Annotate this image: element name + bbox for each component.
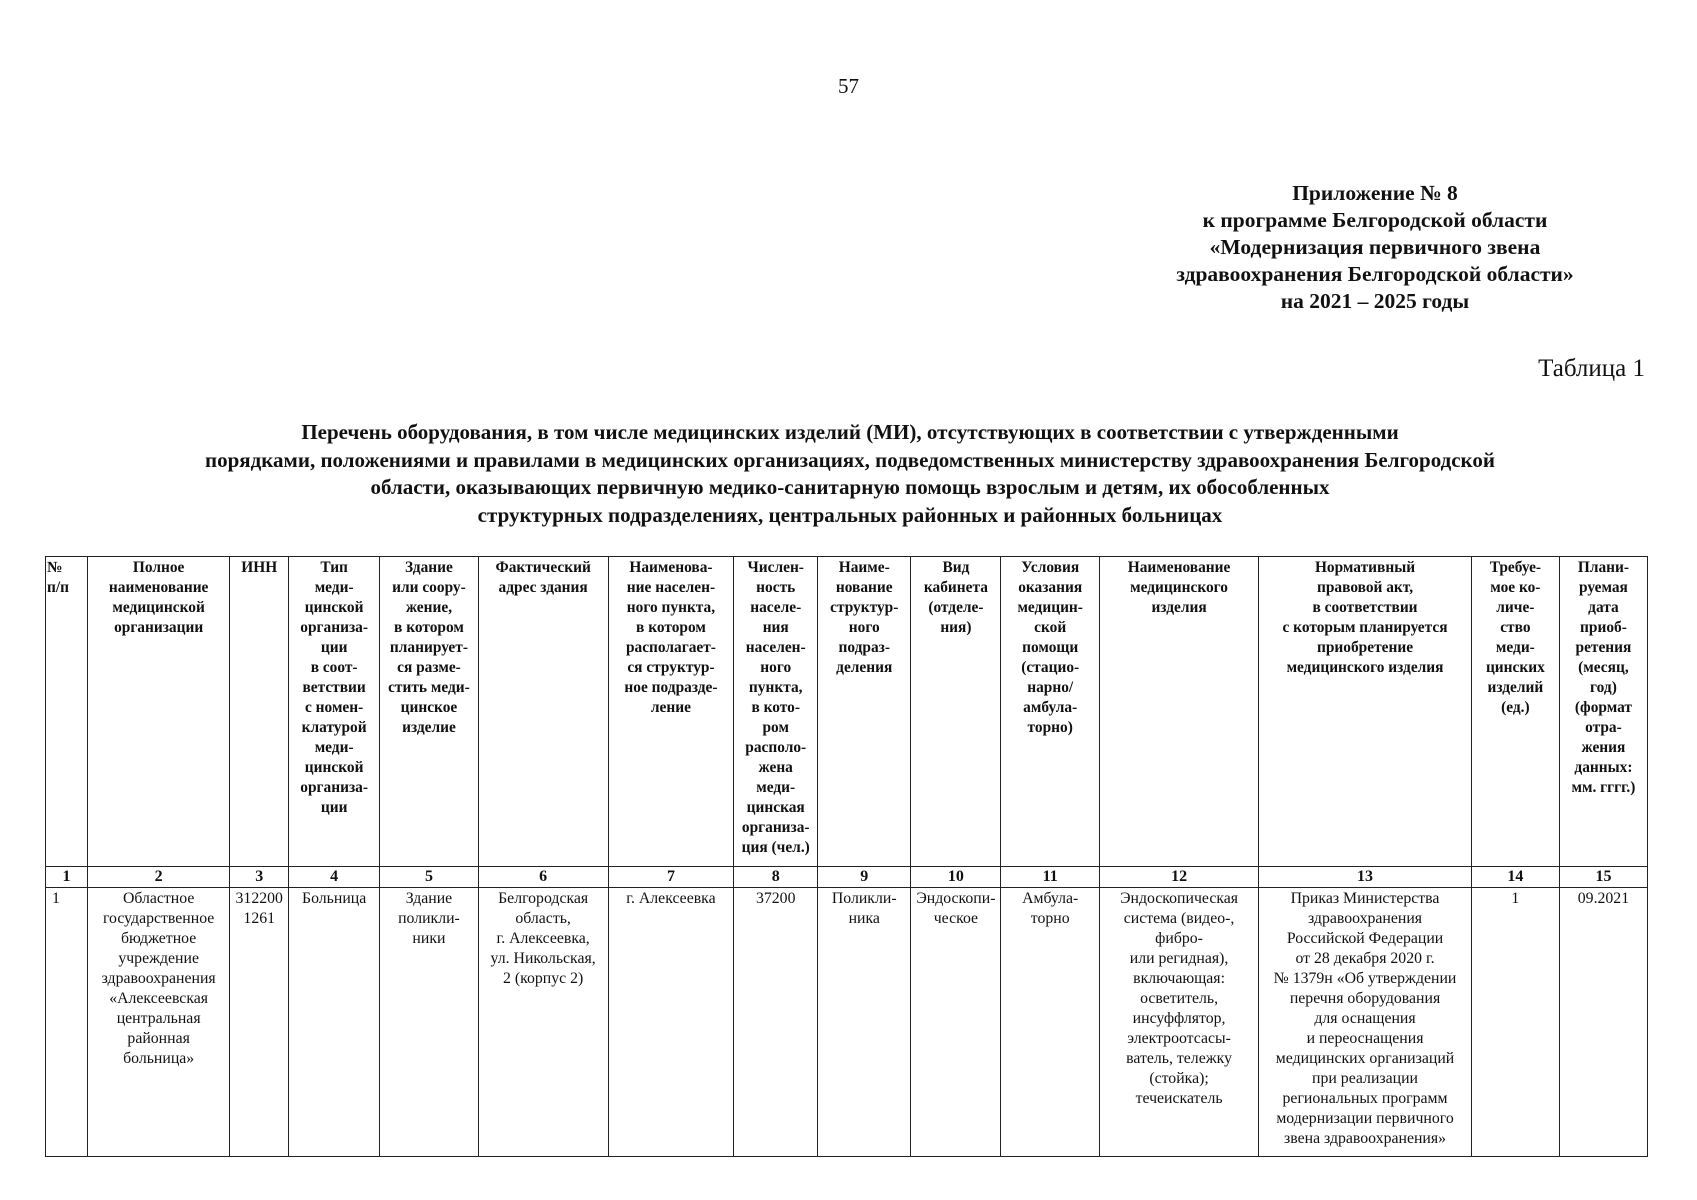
- table-cell: 09.2021: [1559, 888, 1647, 1157]
- header-cell: № п/п: [46, 557, 88, 867]
- column-number: 8: [734, 867, 818, 888]
- column-number: 12: [1099, 867, 1258, 888]
- column-number: 13: [1259, 867, 1472, 888]
- table-cell: Поликли- ника: [818, 888, 911, 1157]
- header-cell: Здание или соору- жение, в котором планирует- ся разме- стить меди- цинское изделие: [380, 557, 478, 867]
- table-cell: 37200: [734, 888, 818, 1157]
- column-number: 9: [818, 867, 911, 888]
- column-number: 6: [478, 867, 608, 888]
- header-cell: Тип меди- цинской организа- ции в соот- ветствии с номен- клатурой меди- цинской организа- ции: [289, 557, 380, 867]
- header-cell: Требуе- мое ко- личе- ство меди- цинских изделий (ед.): [1471, 557, 1559, 867]
- page-number: 57: [838, 74, 859, 98]
- column-number: 10: [911, 867, 1001, 888]
- appendix-line: здравоохранения Белгородской области»: [1176, 262, 1574, 286]
- table-cell: г. Алексеевка: [608, 888, 734, 1157]
- table-cell: Эндоскопи- ческое: [911, 888, 1001, 1157]
- column-number: 7: [608, 867, 734, 888]
- table-cell: Белгородская область, г. Алексеевка, ул. Никольская, 2 (корпус 2): [478, 888, 608, 1157]
- header-cell: Полное наименование медицинской организации: [87, 557, 229, 867]
- document-title: [60, 419, 1640, 529]
- table-row: [46, 888, 1648, 1157]
- table-cell: Приказ Министерства здравоохранения Российской Федерации от 28 декабря 2020 г. № 1379н «Об утверждении перечня оборудования для оснащения и переоснащения медицинских организаций при реализации региональных программ модернизации первичного звена здравоохранения»: [1259, 888, 1472, 1157]
- column-number: 15: [1559, 867, 1647, 888]
- header-cell: Наименова- ние населен- ного пункта, в котором располагает- ся структур- ное подразде- ление: [608, 557, 734, 867]
- table-cell: 1: [46, 888, 88, 1157]
- header-cell: Нормативный правовой акт, в соответствии с которым планируется приобретение медицинского изделия: [1259, 557, 1472, 867]
- title-line: структурных подразделениях, центральных районных и районных больницах: [477, 502, 1223, 527]
- appendix-line: к программе Белгородской области: [1202, 208, 1548, 232]
- title-line: области, оказывающих первичную медико-санитарную помощь взрослым и детям, их обособленных: [370, 475, 1330, 499]
- title-line: Перечень оборудования, в том числе медицинских изделий (МИ), отсутствующих в соответствии с утвержденными: [301, 420, 1399, 444]
- table-cell: 312200 1261: [230, 888, 289, 1157]
- table-cell: Областное государственное бюджетное учреждение здравоохранения «Алексеевская центральная районная больница»: [87, 888, 229, 1157]
- equipment-table: [45, 556, 1648, 1157]
- column-number: 5: [380, 867, 478, 888]
- table-label: Таблица 1: [1538, 355, 1645, 382]
- table-cell: Здание поликли- ники: [380, 888, 478, 1157]
- header-cell: Фактический адрес здания: [478, 557, 608, 867]
- header-cell: Наименование медицинского изделия: [1099, 557, 1258, 867]
- header-cell: Условия оказания медицин- ской помощи (стацио- нарно/ амбула- торно): [1001, 557, 1099, 867]
- column-number: 2: [87, 867, 229, 888]
- appendix-line: на 2021 – 2025 годы: [1280, 289, 1470, 313]
- column-number-row: [46, 867, 1648, 888]
- header-cell: Плани- руемая дата приоб- ретения (месяц, год) (формат отра- жения данных: мм. гггг.): [1559, 557, 1647, 867]
- column-number: 4: [289, 867, 380, 888]
- column-number: 1: [46, 867, 88, 888]
- table-cell: Больница: [289, 888, 380, 1157]
- header-cell: ИНН: [230, 557, 289, 867]
- appendix-line: «Модернизация первичного звена: [1209, 235, 1541, 259]
- header-cell: Наиме- нование структур- ного подраз- деления: [818, 557, 911, 867]
- appendix-line: Приложение № 8: [1292, 181, 1458, 205]
- column-number: 3: [230, 867, 289, 888]
- table-cell: Амбула- торно: [1001, 888, 1099, 1157]
- appendix-heading: [1140, 180, 1610, 315]
- table-cell: Эндоскопическая система (видео-, фибро- или регидная), включающая: осветитель, инсуффлятор, электроотсасы- ватель, тележку (стойка); течеискатель: [1099, 888, 1258, 1157]
- column-number: 14: [1471, 867, 1559, 888]
- header-cell: Вид кабинета (отделе- ния): [911, 557, 1001, 867]
- title-line: порядками, положениями и правилами в медицинских организациях, подведомственных министерству здравоохранения Белгородской: [205, 447, 1495, 472]
- header-row: [46, 557, 1648, 867]
- table-cell: 1: [1471, 888, 1559, 1157]
- column-number: 11: [1001, 867, 1099, 888]
- header-cell: Числен- ность населе- ния населен- ного пункта, в кото- ром располо- жена меди- цинская организа- ция (чел.): [734, 557, 818, 867]
